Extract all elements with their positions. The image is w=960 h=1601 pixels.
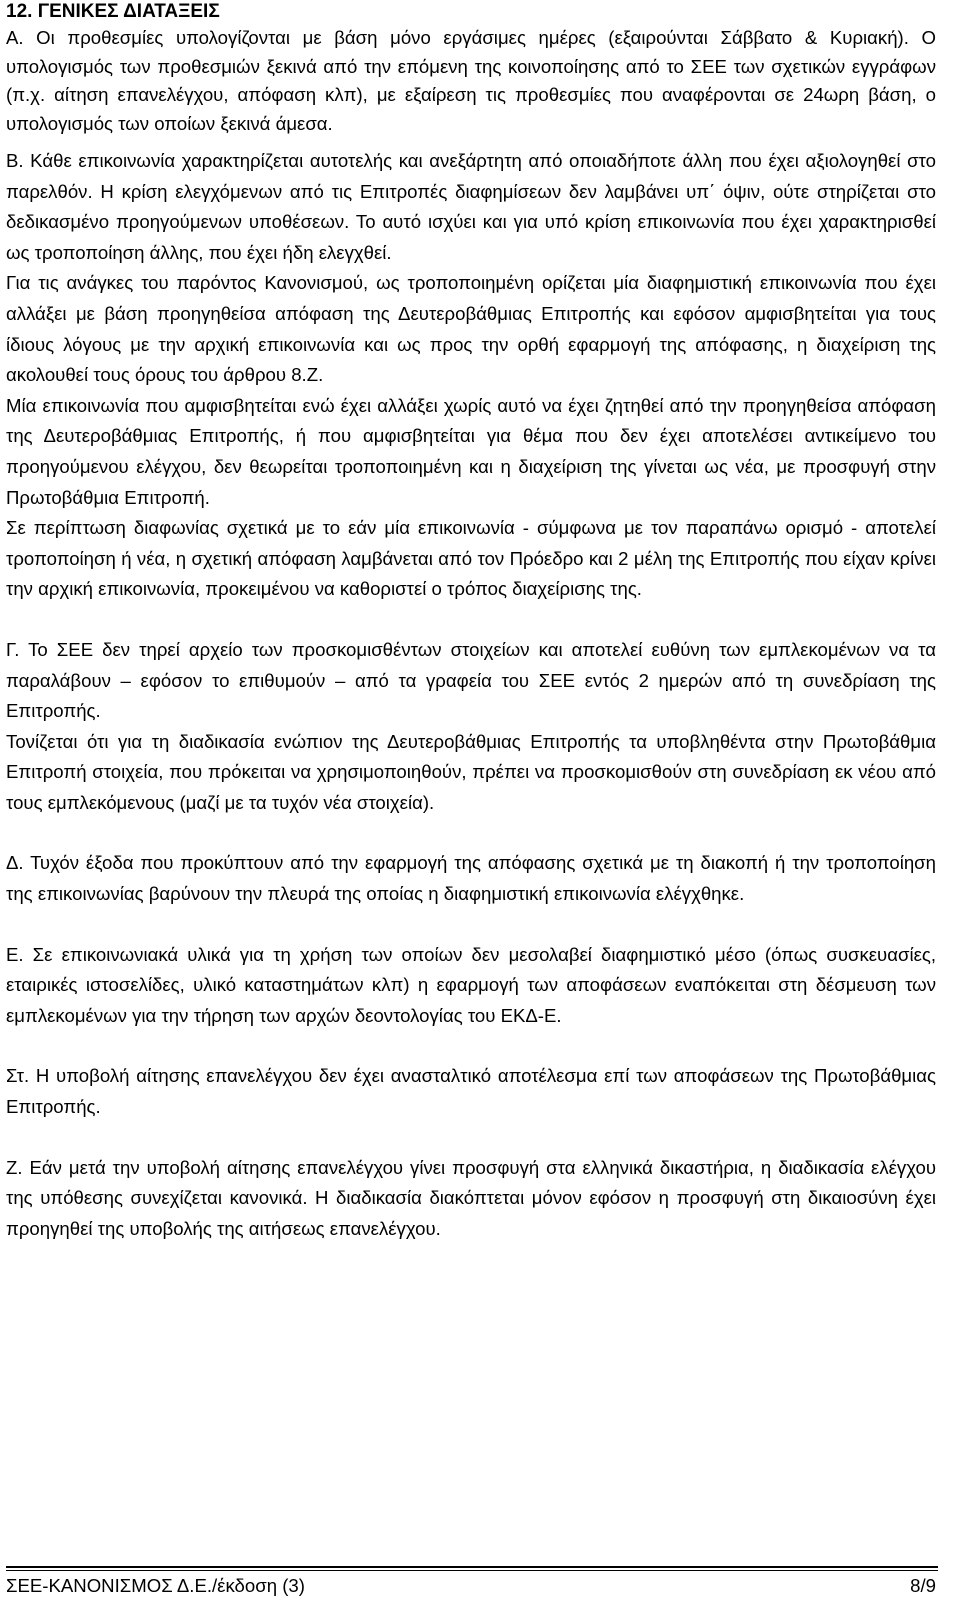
- paragraph-st: Στ. Η υποβολή αίτησης επανελέγχου δεν έχει ανασταλτικό αποτέλεσμα επί των αποφάσεων της Πρωτοβάθμιας Επιτροπής.: [6, 1065, 936, 1118]
- footer-document-title: ΣΕΕ-ΚΑΝΟΝΙΣΜΟΣ Δ.Ε./έκδοση (3): [6, 1575, 305, 1596]
- paragraph-e: Ε. Σε επικοινωνιακά υλικά για τη χρήση των οποίων δεν μεσολαβεί διαφημιστικό μέσο (όπως συσκευασίες, εταιρικές ιστοσελίδες, υλικό καταστημάτων κλπ) η εφαρμογή των αποφάσεων εναπόκειται στη δέσμευση των εμπλεκομένων για την τήρηση των αρχών δεοντολογίας του ΕΚΔ-Ε.: [6, 943, 936, 1026]
- paragraph-a: Α. Οι προθεσμίες υπολογίζονται με βάση μόνο εργάσιμες ημέρες (εξαιρούνται Σάββατο & Κυριακή). Ο υπολογισμός των προθεσμιών ξεκινά από την επόμενη της κοινοποίησης από το ΣΕΕ των σχετικών εγγράφων (π.χ. αίτηση επανελέγχου, απόφαση κλπ), με εξαίρεση τις προθεσμίες που αναφέρονται σε 24ωρη βάση, ο υπολογισμός των οποίων ξεκινά άμεσα.: [6, 27, 936, 134]
- paragraph-d: Δ. Τυχόν έξοδα που προκύπτουν από την εφαρμογή της απόφασης σχετικά με τη διακοπή ή την τροποποίηση της επικοινωνίας βαρύνουν την πλευρά της οποίας η διαφημιστική επικοινωνία ελέγχθηκε.: [6, 852, 936, 905]
- page-footer: [6, 1574, 936, 1598]
- paragraph-b-3: Μία επικοινωνία που αμφισβητείται ενώ έχει αλλάξει χωρίς αυτό να έχει ζητηθεί από την προηγηθείσα απόφαση της Δευτεροβάθμιας Επιτροπής, ή που αμφισβητείται για θέμα που δεν έχει αποτελέσει αντικείμενο του προηγούμενου ελέγχου, δεν θεωρείται τροποποιημένη και η διαχείριση της γίνεται ως νέα, με προσφυγή στην Πρωτοβάθμια Επιτροπή.: [6, 394, 936, 508]
- paragraph-b-4: Σε περίπτωση διαφωνίας σχετικά με το εάν μία επικοινωνία - σύμφωνα με τον παραπάνω ορισμό - αποτελεί τροποποίηση ή νέα, η σχετική απόφαση λαμβάνεται από τον Πρόεδρο και 2 μέλη της Επιτροπής που είχαν κρίνει την αρχική επικοινωνία, προκειμένου να καθοριστεί ο τρόπος διαχείρισης της.: [6, 517, 936, 600]
- section-heading: 12. ΓΕΝΙΚΕΣ ΔΙΑΤΑΞΕΙΣ: [6, 1, 220, 22]
- footer-page-number: 8/9: [910, 1575, 936, 1596]
- paragraph-z: Ζ. Εάν μετά την υποβολή αίτησης επανελέγχου γίνει προσφυγή στα ελληνικά δικαστήρια, η διαδικασία ελέγχου της υπόθεσης συνεχίζεται κανονικά. Η διαδικασία διακόπτεται μόνον εφόσον η προσφυγή στη δικαιοσύνη έχει προηγηθεί της υποβολής της αιτήσεως επανελέγχου.: [6, 1156, 936, 1239]
- paragraph-b-2: Για τις ανάγκες του παρόντος Κανονισμού, ως τροποποιημένη ορίζεται μία διαφημιστική επικοινωνία που έχει αλλάξει με βάση προηγηθείσα απόφαση της Δευτεροβάθμιας Επιτροπής και εφόσον αμφισβητείται για τους ίδιους λόγους με την αρχική επικοινωνία και ως προς την ορθή εφαρμογή της απόφασης, η διαχείριση της ακολουθεί τους όρους του άρθρου 8.Ζ.: [6, 272, 936, 386]
- document-page: [6, 0, 936, 1244]
- paragraph-b-1: Β. Κάθε επικοινωνία χαρακτηρίζεται αυτοτελής και ανεξάρτητη από οποιαδήποτε άλλη που έχει αξιολογηθεί στο παρελθόν. Η κρίση ελεγχόμενων από τις Επιτροπές διαφημίσεων δεν λαμβάνει υπ΄ όψιν, ούτε στηρίζεται στο δεδικασμένο προηγούμενων υποθέσεων. Το αυτό ισχύει και για υπό κρίση επικοινωνία που έχει χαρακτηρισθεί ως τροποποίηση άλλης, που έχει ήδη ελεγχθεί.: [6, 150, 936, 263]
- paragraph-c-2: Τονίζεται ότι για τη διαδικασία ενώπιον της Δευτεροβάθμιας Επιτροπής τα υποβληθέντα στην Πρωτοβάθμια Επιτροπή στοιχεία, που πρόκειται να χρησιμοποιηθούν, πρέπει να προσκομισθούν στη συνεδρίαση εκ νέου από τους εμπλεκόμενους (μαζί με τα τυχόν νέα στοιχεία).: [6, 730, 936, 813]
- footer-divider: [6, 1566, 938, 1568]
- footer-divider-thin: [6, 1570, 938, 1571]
- paragraph-c-1: Γ. Το ΣΕΕ δεν τηρεί αρχείο των προσκομισθέντων στοιχείων και αποτελεί ευθύνη των εμπλεκομένων να τα παραλάβουν – εφόσον το επιθυμούν – από τα γραφεία του ΣΕΕ εντός 2 ημερών από τη συνεδρίαση της Επιτροπής.: [6, 638, 936, 722]
